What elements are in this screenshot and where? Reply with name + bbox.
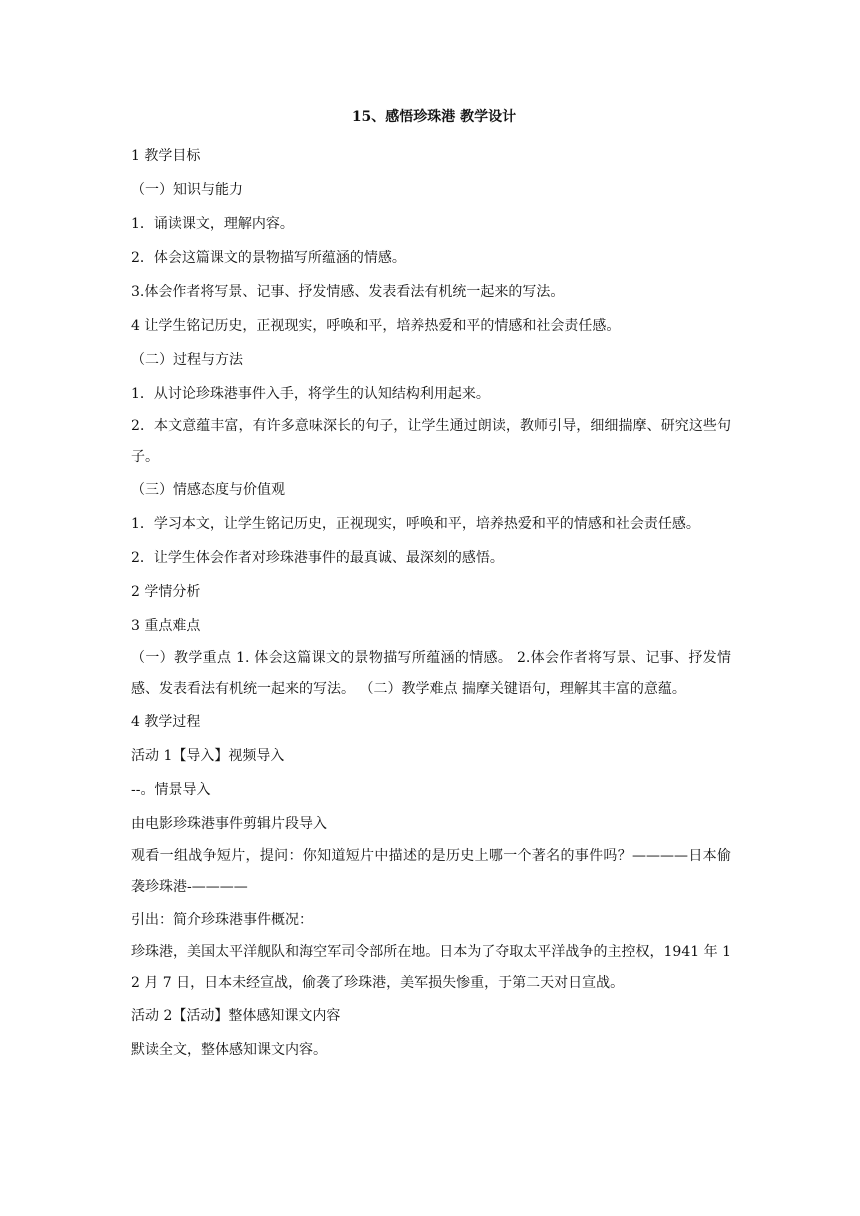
film-intro: 由电影珍珠港事件剪辑片段导入 xyxy=(131,816,327,832)
process-item-2: 2．本文意蕴丰富，有许多意味深长的句子，让学生通过朗读，教师引导，细细揣摩、研究这些句子。 xyxy=(131,418,731,465)
attitude-item-2: 2．让学生体会作者对珍珠港事件的最真诚、最深刻的感悟。 xyxy=(131,550,504,566)
subsection-attitude-values: （三）情感态度与价值观 xyxy=(131,482,285,498)
objective-item-1: 1．诵读课文，理解内容。 xyxy=(131,216,294,232)
attitude-item-1: 1．学习本文，让学生铭记历史，正视现实，呼唤和平，培养热爱和平的情感和社会责任感。 xyxy=(131,516,700,532)
objective-item-4: 4 让学生铭记历史，正视现实，呼唤和平，培养热爱和平的情感和社会责任感。 xyxy=(131,318,621,334)
document-body xyxy=(131,107,731,1067)
subsection-knowledge-ability: （一）知识与能力 xyxy=(131,182,243,198)
objective-item-2: 2．体会这篇课文的景物描写所蕴涵的情感。 xyxy=(131,250,406,266)
document-title: 15、感悟珍珠港 教学设计 xyxy=(351,109,517,125)
activity-2-heading: 活动 2【活动】整体感知课文内容 xyxy=(131,1008,341,1024)
objective-item-3: 3.体会作者将写景、记事、抒发情感、发表看法有机统一起来的写法。 xyxy=(131,284,565,300)
scene-intro: --。情景导入 xyxy=(131,782,211,798)
silent-reading-text: 默读全文，整体感知课文内容。 xyxy=(131,1042,327,1058)
section-heading-analysis: 2 学情分析 xyxy=(131,584,201,600)
section-heading-key-points: 3 重点难点 xyxy=(131,618,201,634)
event-overview-text: 珍珠港，美国太平洋舰队和海空军司令部所在地。日本为了夺取太平洋战争的主控权，1941 年 12 月 7 日，日本未经宣战，偷袭了珍珠港，美军损失惨重，于第二天对日宣战。 xyxy=(131,944,731,991)
video-question: 观看一组战争短片，提问：你知道短片中描述的是历史上哪一个著名的事件吗？————日本偷袭珍珠港-———— xyxy=(131,848,731,895)
section-heading-objectives: 1 教学目标 xyxy=(131,148,201,164)
section-heading-process: 4 教学过程 xyxy=(131,714,201,730)
activity-1-heading: 活动 1【导入】视频导入 xyxy=(131,748,285,764)
key-points-text: （一）教学重点 1. 体会这篇课文的景物描写所蕴涵的情感。 2.体会作者将写景、记事、抒发情感、发表看法有机统一起来的写法。 （二）教学难点 揣摩关键语句，理解其丰富的意蕴。 xyxy=(131,650,731,697)
event-overview-lead: 引出：简介珍珠港事件概况： xyxy=(131,912,313,928)
subsection-process-method: （二）过程与方法 xyxy=(131,352,243,368)
process-item-1: 1．从讨论珍珠港事件入手，将学生的认知结构利用起来。 xyxy=(131,386,490,402)
